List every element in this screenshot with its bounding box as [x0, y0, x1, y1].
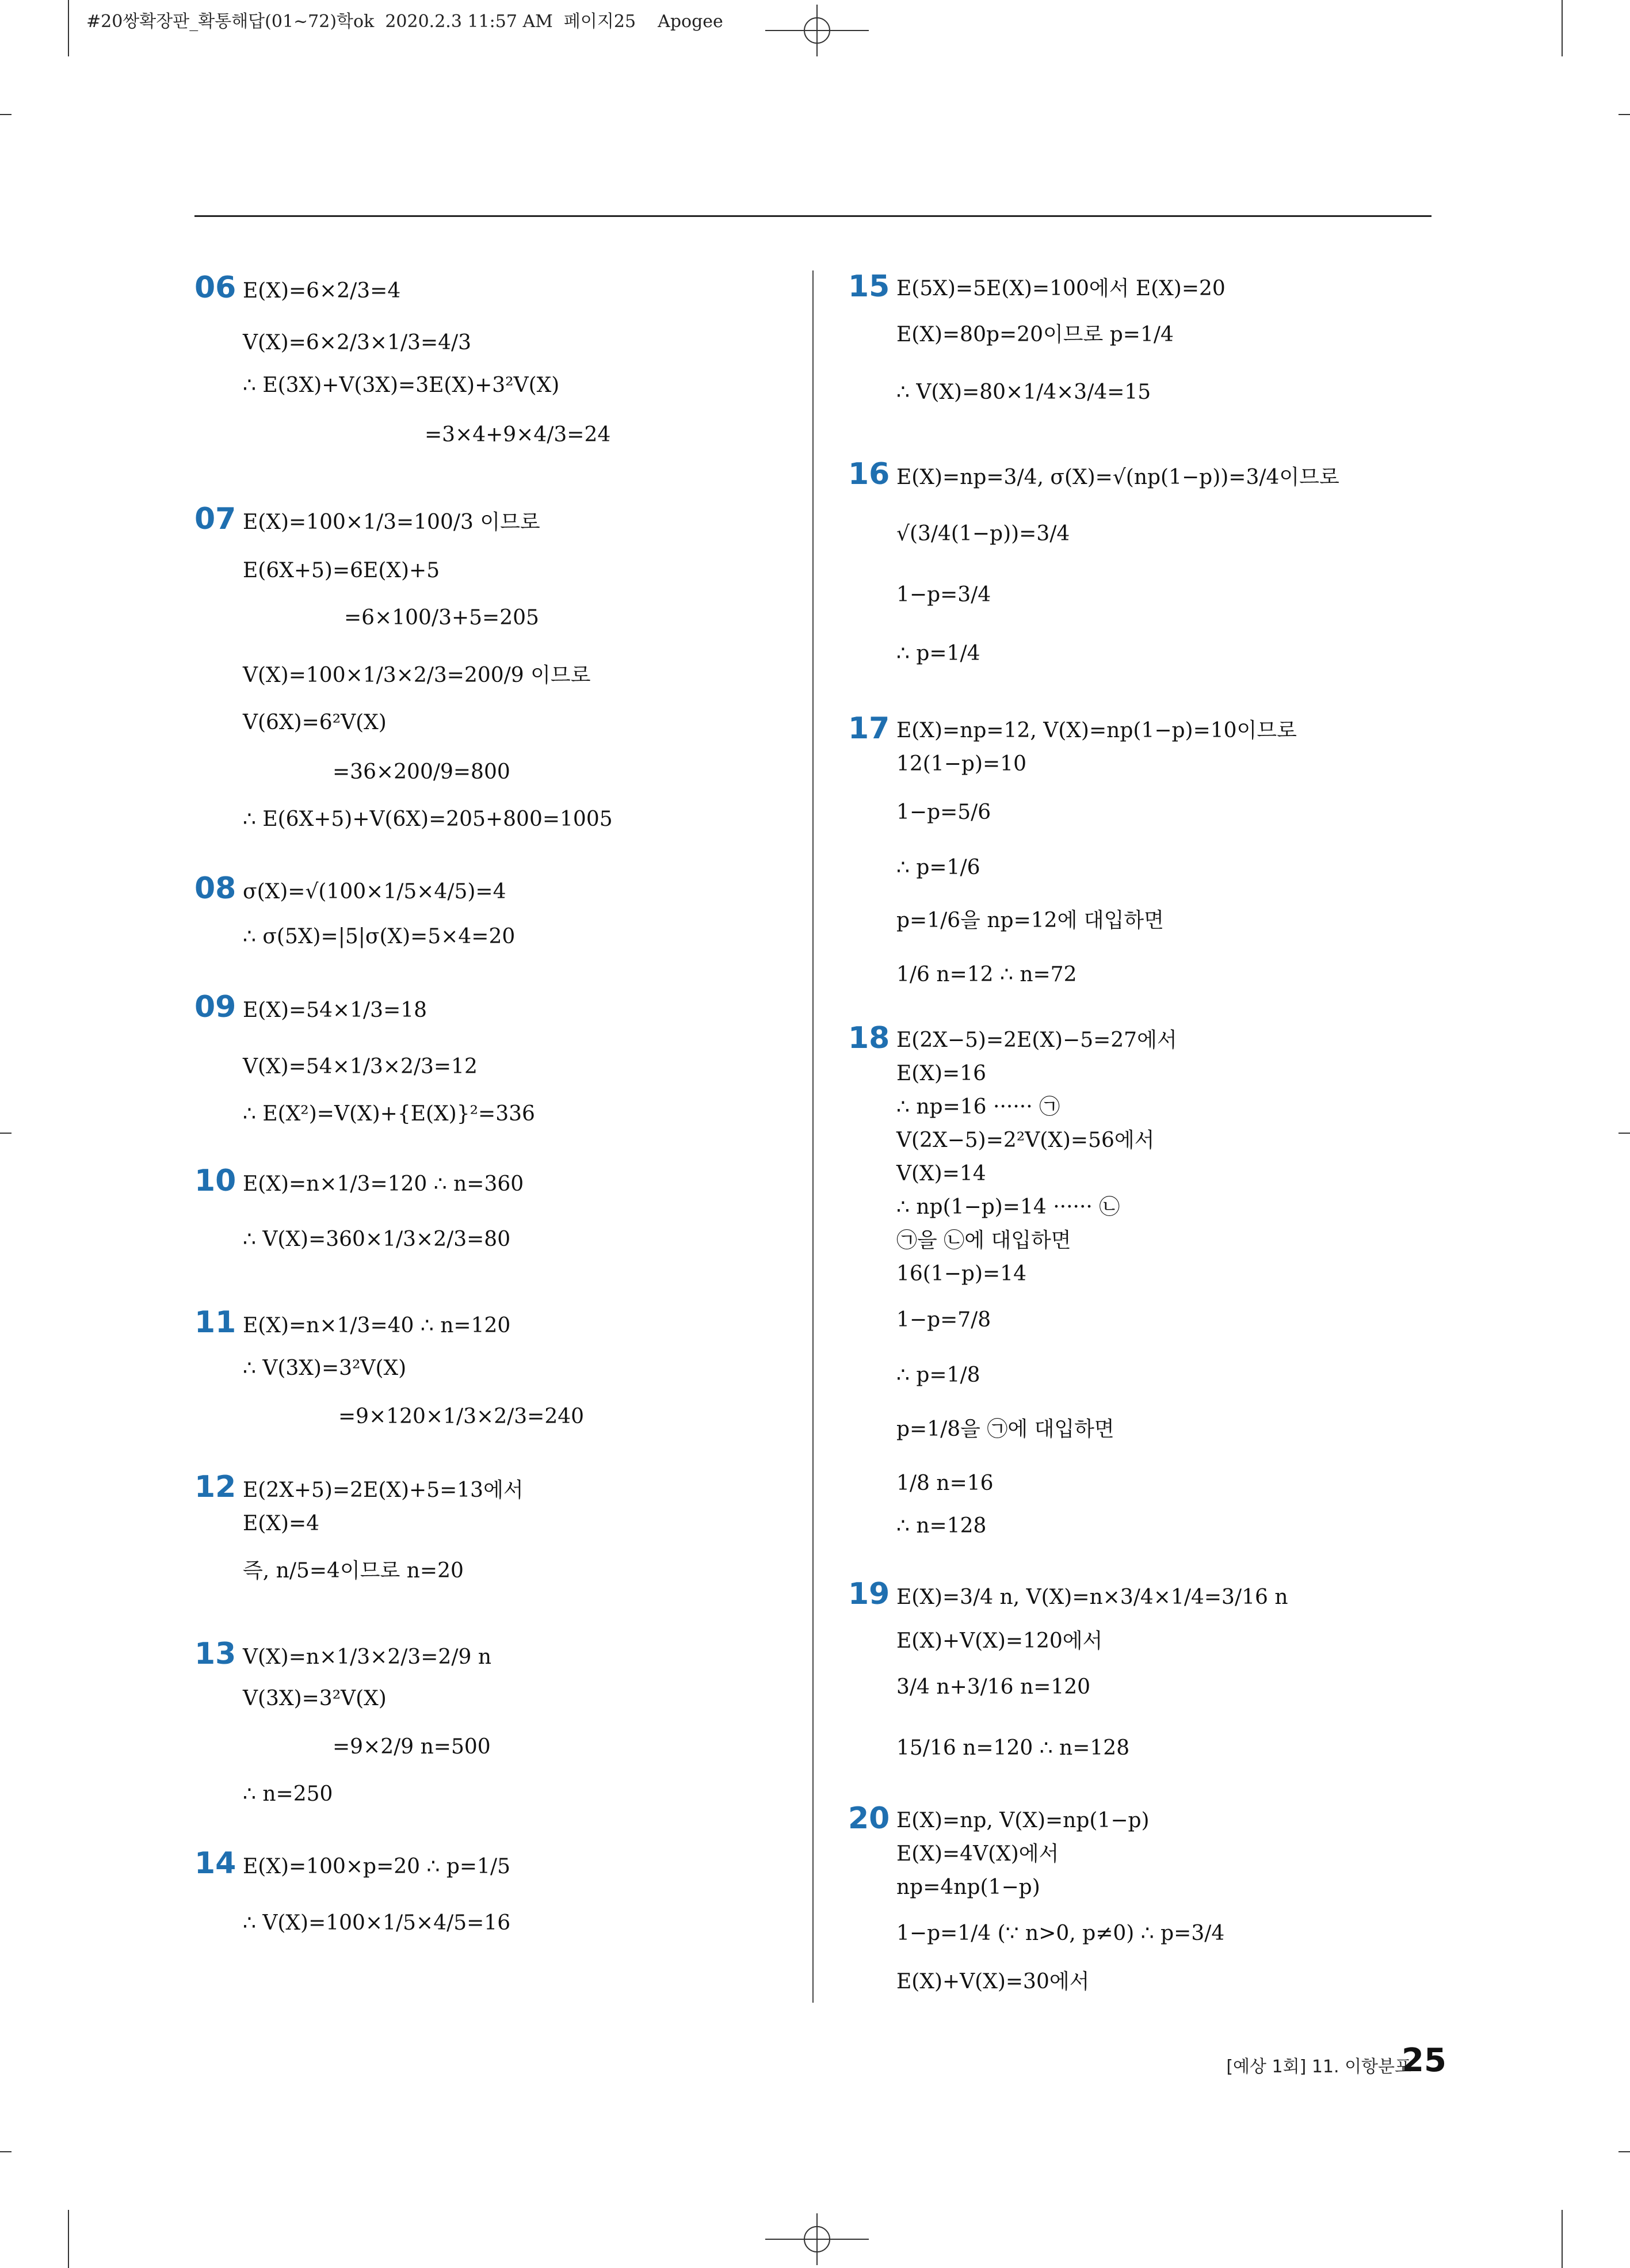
solution-line: ∴ σ(5X)=|5|σ(X)=5×4=20: [243, 925, 516, 948]
solution-line: σ(X)=√(100×1/5×4/5)=4: [243, 880, 506, 904]
solution-line: p=1/6을 np=12에 대입하면: [896, 909, 1164, 932]
solution-line: 1−p=5/6: [896, 801, 991, 824]
problem-number: 09: [194, 990, 236, 1024]
crop-mark: [68, 0, 69, 56]
solution-line: ∴ p=1/4: [896, 642, 980, 665]
solution-line: ∴ V(X)=360×1/3×2/3=80: [243, 1228, 511, 1251]
problem-number: 11: [194, 1305, 236, 1340]
solution-line: V(6X)=6²V(X): [243, 711, 387, 734]
header-rule: [194, 215, 1432, 217]
solution-line: V(3X)=3²V(X): [243, 1687, 387, 1710]
solution-line: E(X)=16: [896, 1062, 986, 1085]
problem-number: 20: [848, 1801, 890, 1836]
problem-number: 12: [194, 1470, 236, 1504]
solution-line: =9×2/9 n=500: [333, 1735, 491, 1759]
problem-number: 06: [194, 270, 236, 305]
solution-line: ∴ E(3X)+V(3X)=3E(X)+3²V(X): [243, 373, 560, 397]
footer-section-label: [예상 1회] 11. 이항분포: [1226, 2057, 1411, 2077]
solution-line: ∴ n=128: [896, 1514, 987, 1538]
solution-line: V(X)=14: [896, 1162, 986, 1186]
solution-line: ∴ n=250: [243, 1782, 333, 1806]
crop-mark: [0, 2151, 12, 2152]
registration-mark-icon: [765, 2213, 869, 2265]
problem-number: 18: [848, 1021, 890, 1055]
solution-line: E(X)=np, V(X)=np(1−p): [896, 1809, 1150, 1832]
solution-line: E(X)=100×p=20 ∴ p=1/5: [243, 1855, 510, 1878]
solution-line: E(2X−5)=2E(X)−5=27에서: [896, 1028, 1177, 1052]
column-divider: [812, 270, 814, 2003]
solution-line: 1−p=3/4: [896, 583, 991, 607]
solution-line: p=1/8을 ㉠에 대입하면: [896, 1417, 1114, 1441]
solution-line: ∴ E(6X+5)+V(6X)=205+800=1005: [243, 807, 613, 831]
solution-line: ∴ E(X²)=V(X)+{E(X)}²=336: [243, 1102, 535, 1126]
crop-mark: [1618, 1133, 1630, 1134]
solution-line: 1/6 n=12 ∴ n=72: [896, 963, 1077, 986]
problem-number: 13: [194, 1637, 236, 1671]
solution-line: =9×120×1/3×2/3=240: [338, 1405, 585, 1428]
solution-line: E(X)+V(X)=30에서: [896, 1970, 1090, 1993]
solution-line: 1−p=7/8: [896, 1308, 991, 1332]
solution-line: 3/4 n+3/16 n=120: [896, 1675, 1091, 1699]
problem-number: 17: [848, 711, 890, 746]
solution-line: 12(1−p)=10: [896, 752, 1026, 776]
solution-line: =36×200/9=800: [333, 760, 510, 784]
solution-line: =3×4+9×4/3=24: [425, 423, 611, 447]
solution-line: E(6X+5)=6E(X)+5: [243, 559, 440, 582]
solution-line: ∴ V(X)=100×1/5×4/5=16: [243, 1911, 511, 1935]
problem-number: 16: [848, 457, 890, 491]
problem-number: 08: [194, 871, 236, 906]
crop-mark: [1618, 2151, 1630, 2152]
solution-line: ∴ V(X)=80×1/4×3/4=15: [896, 380, 1151, 404]
solution-line: E(X)=np=3/4, σ(X)=√(np(1−p))=3/4이므로: [896, 466, 1339, 489]
solution-line: E(X)+V(X)=120에서: [896, 1629, 1103, 1653]
solution-line: ∴ p=1/8: [896, 1363, 980, 1387]
crop-mark: [1562, 2210, 1563, 2268]
solution-line: ∴ V(3X)=3²V(X): [243, 1356, 407, 1380]
solution-line: E(X)=n×1/3=40 ∴ n=120: [243, 1314, 511, 1337]
solution-line: V(2X−5)=2²V(X)=56에서: [896, 1129, 1155, 1152]
solution-line: E(X)=6×2/3=4: [243, 279, 401, 303]
solution-line: V(X)=n×1/3×2/3=2/9 n: [243, 1645, 491, 1669]
solution-line: V(X)=6×2/3×1/3=4/3: [243, 331, 472, 355]
crop-mark: [0, 1133, 12, 1134]
solution-line: E(X)=100×1/3=100/3 이므로: [243, 510, 540, 534]
solution-line: E(X)=np=12, V(X)=np(1−p)=10이므로: [896, 719, 1297, 742]
solution-line: ∴ p=1/6: [896, 856, 980, 879]
solution-line: =6×100/3+5=205: [344, 606, 539, 630]
solution-line: E(X)=80p=20이므로 p=1/4: [896, 323, 1174, 346]
problem-number: 19: [848, 1577, 890, 1611]
solution-line: 즉, n/5=4이므로 n=20: [243, 1559, 464, 1583]
solution-line: E(X)=4: [243, 1512, 320, 1535]
solution-line: E(X)=3/4 n, V(X)=n×3/4×1/4=3/16 n: [896, 1585, 1288, 1609]
crop-mark: [1562, 0, 1563, 56]
solution-line: 16(1−p)=14: [896, 1262, 1026, 1286]
solution-line: E(5X)=5E(X)=100에서 E(X)=20: [896, 277, 1226, 300]
solution-line: ∴ np=16 ······ ㉠: [896, 1095, 1060, 1119]
registration-mark-icon: [765, 5, 869, 56]
print-slug: #20쌍확장판_확통해답(01~72)학ok 2020.2.3 11:57 AM 페이지25 Apogee: [86, 12, 723, 32]
solution-line: np=4np(1−p): [896, 1876, 1040, 1899]
crop-mark: [0, 114, 12, 115]
crop-mark: [1618, 114, 1630, 115]
problem-number: 10: [194, 1164, 236, 1198]
solution-line: 1/8 n=16: [896, 1472, 994, 1495]
solution-line: √(3/4(1−p))=3/4: [896, 522, 1070, 546]
problem-number: 15: [848, 269, 890, 304]
solution-line: V(X)=100×1/3×2/3=200/9 이므로: [243, 664, 591, 687]
page-number: 25: [1402, 2042, 1446, 2079]
solution-line: E(X)=4V(X)에서: [896, 1842, 1059, 1866]
solution-line: ㉠을 ㉡에 대입하면: [896, 1229, 1071, 1252]
crop-mark: [68, 2210, 69, 2268]
solution-line: 1−p=1/4 (∵ n>0, p≠0) ∴ p=3/4: [896, 1922, 1225, 1945]
solution-line: E(2X+5)=2E(X)+5=13에서: [243, 1478, 524, 1502]
problem-number: 07: [194, 502, 236, 536]
solution-line: V(X)=54×1/3×2/3=12: [243, 1055, 478, 1078]
solution-line: E(X)=n×1/3=120 ∴ n=360: [243, 1172, 524, 1196]
solution-line: E(X)=54×1/3=18: [243, 998, 427, 1022]
solution-line: ∴ np(1−p)=14 ······ ㉡: [896, 1195, 1120, 1219]
solution-line: 15/16 n=120 ∴ n=128: [896, 1736, 1130, 1760]
problem-number: 14: [194, 1846, 236, 1881]
